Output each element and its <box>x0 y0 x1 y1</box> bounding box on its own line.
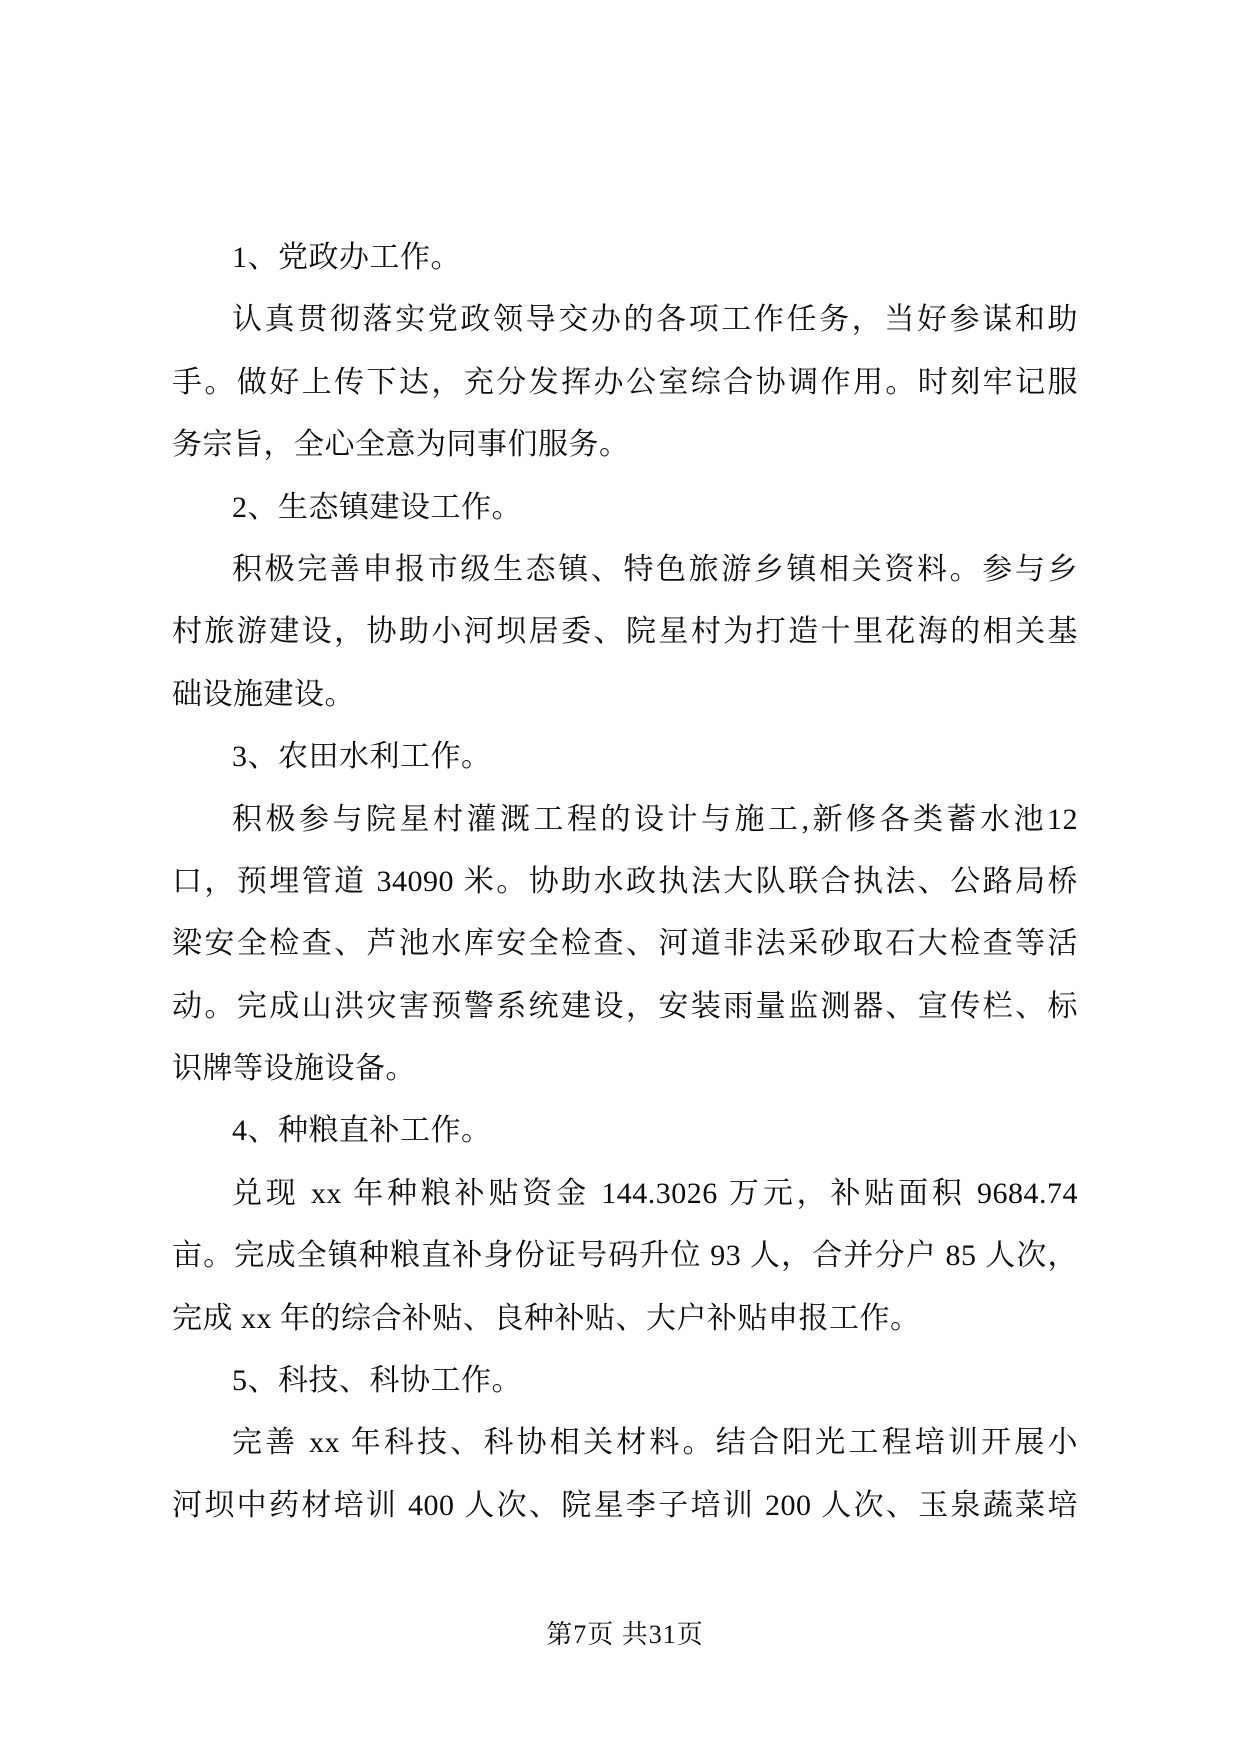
text-line: 完善 xx 年科技、科协相关材料。结合阳光工程培训开展小 <box>232 1426 1078 1460</box>
text-line: 积极完善申报市级生态镇、特色旅游乡镇相关资料。参与乡 <box>232 552 1078 586</box>
text-line: 1、党政办工作。 <box>232 241 461 274</box>
text-line: 4、种粮直补工作。 <box>232 1114 492 1148</box>
text-line: 河坝中药材培训 400 人次、院星李子培训 200 人次、玉泉蔬菜培 <box>172 1488 1078 1522</box>
text-line: 积极参与院星村灌溉工程的设计与施工,新修各类蓄水池12 <box>232 802 1078 836</box>
text-line: 兑现 xx 年种粮补贴资金 144.3026 万元，补贴面积 9684.74 <box>232 1176 1078 1210</box>
text-line: 2、生态镇建设工作。 <box>232 490 522 524</box>
page-footer: 第7页 共31页 <box>546 1620 704 1649</box>
text-line: 动。完成山洪灾害预警系统建设，安装雨量监测器、宣传栏、标 <box>172 989 1078 1023</box>
text-line: 务宗旨，全心全意为同事们服务。 <box>172 428 630 462</box>
text-line: 5、科技、科协工作。 <box>232 1364 522 1398</box>
document-body <box>172 227 1078 1537</box>
text-line: 础设施建设。 <box>172 677 355 711</box>
text-line: 亩。完成全镇种粮直补身份证号码升位 93 人，合并分户 85 人次， <box>172 1239 1078 1273</box>
text-line: 认真贯彻落实党政领导交办的各项工作任务，当好参谋和助 <box>232 303 1078 337</box>
text-line: 手。做好上传下达，充分发挥办公室综合协调作用。时刻牢记服 <box>172 365 1078 399</box>
text-line: 梁安全检查、芦池水库安全检查、河道非法采砂取石大检查等活 <box>172 927 1078 961</box>
text-line: 识牌等设施设备。 <box>172 1052 416 1086</box>
text-line: 完成 xx 年的综合补贴、良种补贴、大户补贴申报工作。 <box>172 1301 921 1335</box>
text-line: 村旅游建设，协助小河坝居委、院星村为打造十里花海的相关基 <box>172 615 1078 649</box>
text-line: 口，预埋管道 34090 米。协助水政执法大队联合执法、公路局桥 <box>172 864 1078 898</box>
text-line: 3、农田水利工作。 <box>232 740 492 774</box>
